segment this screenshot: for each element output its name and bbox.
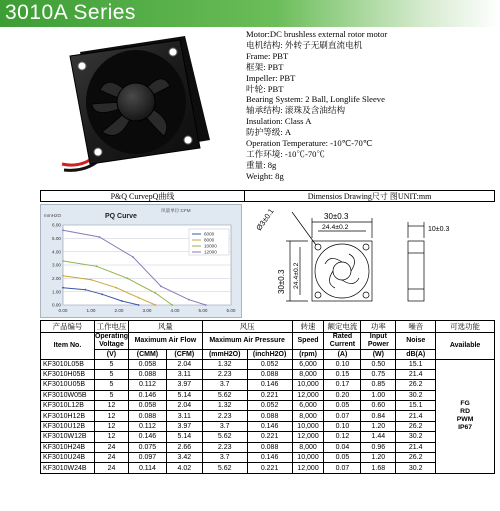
unit-cell: (V) xyxy=(94,350,128,360)
value-cell: 0.097 xyxy=(129,453,167,463)
value-cell: 3.97 xyxy=(166,421,202,431)
value-cell: 5.14 xyxy=(166,432,202,442)
value-cell: 1.32 xyxy=(202,401,247,411)
value-cell: 21.4 xyxy=(396,369,436,379)
table-row xyxy=(41,411,495,421)
spec-line: 电机结构: 外转子无刷直流电机 xyxy=(246,39,363,50)
pq-x-tick-label: 0.00 xyxy=(58,308,68,313)
pq-legend-label: 10000 xyxy=(204,243,217,249)
value-cell: 30.2 xyxy=(396,463,436,473)
pq-chart xyxy=(41,205,243,319)
pq-point-6000 xyxy=(121,300,123,302)
table-row xyxy=(41,359,495,369)
header-cn: 产品编号 xyxy=(41,321,95,333)
pq-point-8000 xyxy=(62,275,64,277)
value-cell: 0.052 xyxy=(247,401,292,411)
pq-legend-label: 12000 xyxy=(204,249,217,255)
spec-line: 轴承结构: 滚珠及含油结构 xyxy=(246,105,346,116)
pq-point-6000 xyxy=(62,287,64,289)
pq-point-12000 xyxy=(99,236,101,238)
value-cell: 0.114 xyxy=(129,463,167,473)
pq-y-tick-label: 6.00 xyxy=(52,222,61,228)
series-banner xyxy=(0,0,500,27)
value-cell: 3.11 xyxy=(166,369,202,379)
model-cell: KF3010W12B xyxy=(41,432,95,442)
value-cell: 0.50 xyxy=(361,359,396,369)
header-cn: 转速 xyxy=(292,321,324,333)
header-cn: 风压 xyxy=(202,321,292,333)
pq-chart-panel xyxy=(40,204,242,318)
value-cell: 0.221 xyxy=(247,390,292,400)
pq-x-tick-label: 2.00 xyxy=(114,308,124,313)
pq-section-label: P&Q CurvepQ曲线 xyxy=(41,191,245,201)
pq-x-tick-label: 6.00 xyxy=(226,308,236,313)
value-cell: 3.7 xyxy=(202,421,247,431)
header-en: Speed xyxy=(292,333,324,350)
pq-x-tick-label: 1.00 xyxy=(86,308,96,313)
value-cell: 26.2 xyxy=(396,421,436,431)
spec-line: 防护等级: A xyxy=(246,127,292,138)
value-cell: 10,000 xyxy=(292,380,324,390)
pq-y-unit: mmH2O xyxy=(44,213,62,218)
value-cell: 12 xyxy=(94,401,128,411)
model-cell: KF3010H05B xyxy=(41,369,95,379)
value-cell: 12,000 xyxy=(292,463,324,473)
table-header-units xyxy=(41,350,495,360)
dim-width: 30±0.3 xyxy=(324,212,349,221)
spec-line: Operation Temperature: -10℃-70℃ xyxy=(246,138,373,149)
value-cell: 0.85 xyxy=(361,380,396,390)
value-cell: 0.04 xyxy=(324,442,361,452)
pq-point-6000 xyxy=(85,289,87,291)
pq-x-tick-label: 4.00 xyxy=(170,308,180,313)
pq-point-12000 xyxy=(205,304,207,306)
value-cell: 26.2 xyxy=(396,453,436,463)
available-option: IP67 xyxy=(458,424,473,432)
value-cell: 0.17 xyxy=(324,380,361,390)
value-cell: 2.04 xyxy=(166,359,202,369)
header-en: Noise xyxy=(396,333,436,350)
table-header-cn xyxy=(41,321,495,333)
value-cell: 0.088 xyxy=(247,369,292,379)
value-cell: 2.66 xyxy=(166,442,202,452)
value-cell: 1.20 xyxy=(361,453,396,463)
value-cell: 0.112 xyxy=(129,380,167,390)
model-cell: KF3010U05B xyxy=(41,380,95,390)
header-en: Available xyxy=(436,333,495,360)
value-cell: 0.84 xyxy=(361,411,396,421)
value-cell: 12 xyxy=(94,411,128,421)
model-cell: KF3010W05B xyxy=(41,390,95,400)
header-cn: 风量 xyxy=(129,321,203,333)
section-bar xyxy=(40,190,495,202)
value-cell: 0.05 xyxy=(324,453,361,463)
pq-x-tick-label: 5.00 xyxy=(198,308,208,313)
pq-legend-label: 8000 xyxy=(204,237,215,243)
value-cell: 0.146 xyxy=(129,432,167,442)
value-cell: 0.07 xyxy=(324,463,361,473)
dimension-drawing xyxy=(250,204,495,316)
value-cell: 0.146 xyxy=(129,390,167,400)
value-cell: 5.14 xyxy=(166,390,202,400)
dim-inner-height: 24.4±0.2 xyxy=(293,262,300,289)
value-cell: 0.05 xyxy=(324,401,361,411)
unit-cell: (CFM) xyxy=(166,350,202,360)
unit-cell: (W) xyxy=(361,350,396,360)
header-en: Maximum Air Flow xyxy=(129,333,203,350)
unit-cell: (A) xyxy=(324,350,361,360)
value-cell: 0.10 xyxy=(324,359,361,369)
available-option: RD xyxy=(460,407,470,415)
pq-y-tick-label: 1.00 xyxy=(52,289,61,295)
available-options-cell xyxy=(436,359,495,473)
model-cell: KF3010U24B xyxy=(41,453,95,463)
table-row xyxy=(41,432,495,442)
spec-line: 框架: PBT xyxy=(246,61,284,72)
pq-y-tick-label: 5.00 xyxy=(52,235,61,241)
value-cell: 2.04 xyxy=(166,401,202,411)
header-cn: 可选功能 xyxy=(436,321,495,333)
pq-point-6000 xyxy=(101,293,103,295)
pq-y-tick-label: 0.00 xyxy=(52,302,61,308)
header-en: Item No. xyxy=(41,333,95,360)
value-cell: 0.221 xyxy=(247,463,292,473)
value-cell: 24 xyxy=(94,453,128,463)
value-cell: 1.68 xyxy=(361,463,396,473)
pq-point-8000 xyxy=(90,279,92,281)
table-row xyxy=(41,380,495,390)
value-cell: 26.2 xyxy=(396,380,436,390)
value-cell: 0.088 xyxy=(247,411,292,421)
value-cell: 12 xyxy=(94,421,128,431)
pq-x-unit: 风量单位:CFM xyxy=(161,208,191,213)
header-cn: 噪音 xyxy=(396,321,436,333)
pq-x-tick-label: 3.00 xyxy=(142,308,152,313)
pq-chart-title: PQ Curve xyxy=(105,213,137,220)
table-row xyxy=(41,463,495,473)
table-row xyxy=(41,369,495,379)
value-cell: 3.7 xyxy=(202,380,247,390)
value-cell: 5.62 xyxy=(202,463,247,473)
header-en: Maximum Air Pressure xyxy=(202,333,292,350)
value-cell: 5.62 xyxy=(202,432,247,442)
spec-line: Weight: 8g xyxy=(246,170,284,181)
value-cell: 2.23 xyxy=(202,442,247,452)
value-cell: 0.12 xyxy=(324,432,361,442)
value-cell: 24 xyxy=(94,463,128,473)
table-row xyxy=(41,390,495,400)
value-cell: 3.97 xyxy=(166,380,202,390)
header-en: Operating Voltage xyxy=(94,333,128,348)
value-cell: 0.146 xyxy=(247,421,292,431)
value-cell: 12,000 xyxy=(292,432,324,442)
value-cell: 5 xyxy=(94,390,128,400)
spec-line: Motor:DC brushless external rotor motor xyxy=(246,29,388,39)
value-cell: 0.075 xyxy=(129,442,167,452)
value-cell: 6,000 xyxy=(292,401,324,411)
value-cell: 8,000 xyxy=(292,369,324,379)
value-cell: 3.11 xyxy=(166,411,202,421)
value-cell: 3.42 xyxy=(166,453,202,463)
value-cell: 21.4 xyxy=(396,442,436,452)
header-cn: 功率 xyxy=(361,321,396,333)
header-cn: 工作电压 xyxy=(94,321,128,333)
header-en: Input Power xyxy=(361,333,396,350)
model-cell: KF3010H24B xyxy=(41,442,95,452)
header-cn: 额定电流 xyxy=(324,321,361,333)
value-cell: 0.052 xyxy=(247,359,292,369)
spec-line: 叶轮: PBT xyxy=(246,83,284,94)
value-cell: 0.112 xyxy=(129,421,167,431)
spec-list xyxy=(246,29,498,182)
value-cell: 0.10 xyxy=(324,421,361,431)
value-cell: 0.058 xyxy=(129,401,167,411)
table-header-en xyxy=(41,333,495,350)
value-cell: 1.44 xyxy=(361,432,396,442)
pq-point-10000 xyxy=(155,292,157,294)
available-option: PWM xyxy=(456,416,474,424)
model-cell: KF3010H12B xyxy=(41,411,95,421)
pq-point-8000 xyxy=(115,287,117,289)
fan-photo xyxy=(40,30,245,180)
value-cell: 6,000 xyxy=(292,359,324,369)
value-cell: 5 xyxy=(94,380,128,390)
unit-cell: (CMM) xyxy=(129,350,167,360)
available-option: FG xyxy=(460,399,470,407)
pq-y-tick-label: 3.00 xyxy=(52,262,61,268)
spec-line: Insulation: Class A xyxy=(246,116,312,127)
pq-point-12000 xyxy=(62,229,64,231)
table-row xyxy=(41,453,495,463)
value-cell: 24 xyxy=(94,442,128,452)
value-cell: 0.75 xyxy=(361,369,396,379)
value-cell: 2.23 xyxy=(202,369,247,379)
pq-point-12000 xyxy=(188,299,190,301)
pq-point-8000 xyxy=(155,304,157,306)
value-cell: 15.1 xyxy=(396,359,436,369)
value-cell: 0.146 xyxy=(247,380,292,390)
value-cell: 0.15 xyxy=(324,369,361,379)
value-cell: 0.058 xyxy=(129,359,167,369)
value-cell: 2.23 xyxy=(202,411,247,421)
value-cell: 5 xyxy=(94,369,128,379)
value-cell: 21.4 xyxy=(396,411,436,421)
header-en: Rated Current xyxy=(324,333,361,350)
value-cell: 30.2 xyxy=(396,390,436,400)
value-cell: 3.7 xyxy=(202,453,247,463)
series-title: 3010A Series xyxy=(5,1,136,24)
performance-table xyxy=(40,320,495,474)
value-cell: 8,000 xyxy=(292,411,324,421)
value-cell: 1.20 xyxy=(361,421,396,431)
value-cell: 12,000 xyxy=(292,390,324,400)
spec-line: Frame: PBT xyxy=(246,50,289,61)
pq-point-8000 xyxy=(138,297,140,299)
model-cell: KF3010U12B xyxy=(41,421,95,431)
table-row xyxy=(41,421,495,431)
value-cell: 4.02 xyxy=(166,463,202,473)
pq-point-12000 xyxy=(160,285,162,287)
pq-point-6000 xyxy=(138,304,140,306)
value-cell: 10,000 xyxy=(292,421,324,431)
dim-inner-width: 24.4±0.2 xyxy=(322,224,349,231)
value-cell: 0.146 xyxy=(247,453,292,463)
spec-line: Bearing System: 2 Ball, Longlife Sleeve xyxy=(246,94,385,105)
value-cell: 0.088 xyxy=(129,411,167,421)
dim-diameter: Ø3±0.1 xyxy=(254,206,276,233)
value-cell: 10,000 xyxy=(292,453,324,463)
pq-y-tick-label: 2.00 xyxy=(52,275,61,281)
value-cell: 1.32 xyxy=(202,359,247,369)
pq-point-10000 xyxy=(127,277,129,279)
pq-y-tick-label: 4.00 xyxy=(52,249,61,255)
pq-legend-label: 6000 xyxy=(204,231,215,237)
value-cell: 0.60 xyxy=(361,401,396,411)
pq-point-10000 xyxy=(171,304,173,306)
model-cell: KF3010W24B xyxy=(41,463,95,473)
value-cell: 8,000 xyxy=(292,442,324,452)
value-cell: 15.1 xyxy=(396,401,436,411)
value-cell: 0.96 xyxy=(361,442,396,452)
value-cell: 0.20 xyxy=(324,390,361,400)
value-cell: 0.088 xyxy=(247,442,292,452)
value-cell: 0.088 xyxy=(129,369,167,379)
table-row xyxy=(41,442,495,452)
value-cell: 0.07 xyxy=(324,411,361,421)
dim-height: 30±0.3 xyxy=(277,269,286,294)
table-row xyxy=(41,401,495,411)
spec-line: 重量: 8g xyxy=(246,159,277,170)
dim-thickness: 10±0.3 xyxy=(428,226,450,233)
spec-line: Impeller: PBT xyxy=(246,72,296,83)
pq-point-12000 xyxy=(132,256,134,258)
dimension-section-label: Dimensios Drawing尺寸 图UNIT:mm xyxy=(307,191,432,201)
unit-cell: (rpm) xyxy=(292,350,324,360)
value-cell: 1.00 xyxy=(361,390,396,400)
value-cell: 5 xyxy=(94,359,128,369)
unit-cell: dB(A) xyxy=(396,350,436,360)
pq-point-10000 xyxy=(96,265,98,267)
model-cell: KF3010L12B xyxy=(41,401,95,411)
value-cell: 5.62 xyxy=(202,390,247,400)
pq-point-10000 xyxy=(62,260,64,262)
unit-cell: (mmH2O) xyxy=(202,350,247,360)
value-cell: 0.221 xyxy=(247,432,292,442)
value-cell: 12 xyxy=(94,432,128,442)
spec-line: 工作环境: -10℃-70℃ xyxy=(246,148,326,159)
unit-cell: (inchH2O) xyxy=(247,350,292,360)
model-cell: KF3010L05B xyxy=(41,359,95,369)
value-cell: 30.2 xyxy=(396,432,436,442)
